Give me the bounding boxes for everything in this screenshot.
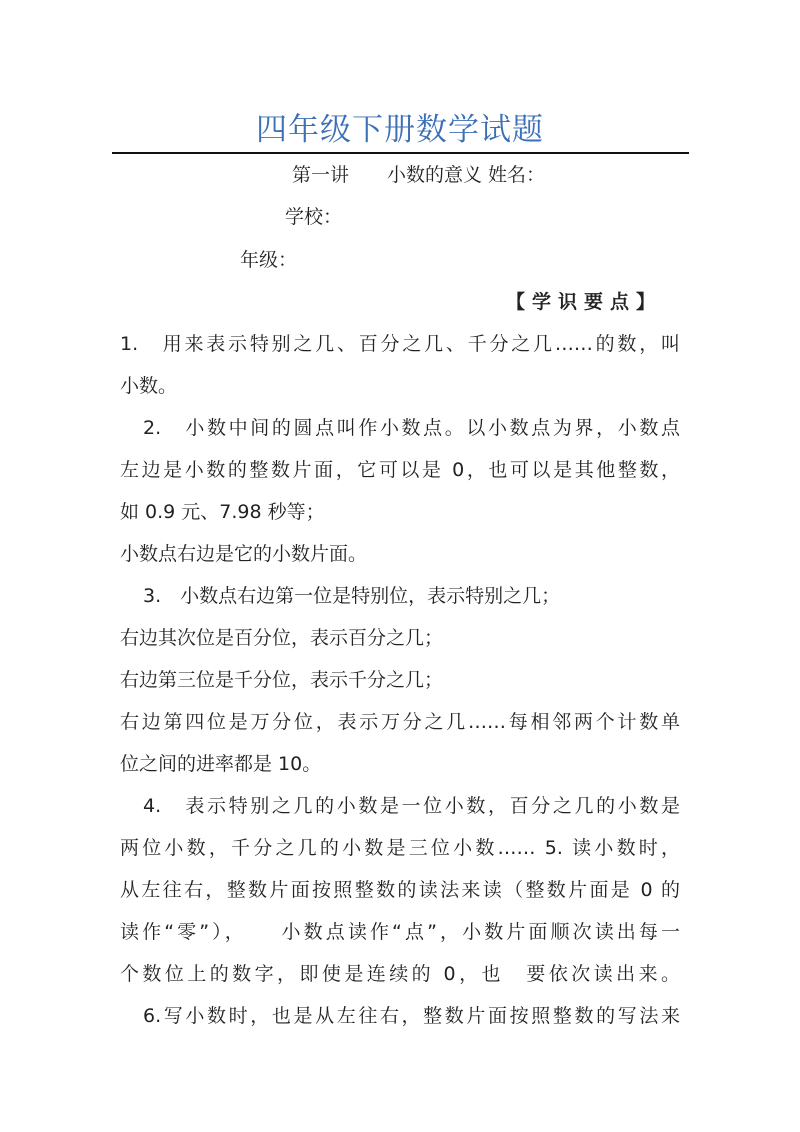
body-line: 6.写小数时，也是从左往右，整数片面按照整数的写法来: [143, 1005, 680, 1027]
body-line: 两位小数，千分之几的小数是三位小数…… 5. 读小数时，: [120, 837, 680, 859]
body-line: 位之间的进率都是 10。: [120, 753, 322, 775]
title-divider: [112, 152, 689, 154]
document-title: 四年级下册数学试题: [256, 112, 544, 148]
school-field: 学校：: [285, 206, 343, 228]
body-line: 右边其次位是百分位，表示百分之几；: [120, 627, 444, 649]
body-line: 小数。: [120, 375, 178, 397]
key-points-heading: 【学识要点】: [506, 291, 663, 313]
body-line: 个数位上的数字，即使是连续的 0，也 要依次读出来。: [120, 963, 680, 985]
lecture-name-line: 第一讲 小数的意义 姓名：: [292, 164, 546, 186]
body-line: 右边第四位是万分位，表示万分之几……每相邻两个计数单: [120, 711, 680, 733]
body-line: 从左往右，整数片面按照整数的读法来读（整数片面是 0 的: [120, 879, 680, 901]
body-line: 小数点右边是它的小数片面。: [120, 543, 368, 565]
grade-field: 年级：: [240, 249, 298, 271]
body-line: 4. 表示特别之几的小数是一位小数，百分之几的小数是: [143, 795, 680, 817]
body-line: 右边第三位是千分位，表示千分之几；: [120, 669, 444, 691]
body-line: 1. 用来表示特别之几、百分之几、千分之几……的数，叫: [120, 333, 680, 355]
body-line: 左边是小数的整数片面，它可以是 0，也可以是其他整数，: [120, 459, 680, 481]
body-line: 2. 小数中间的圆点叫作小数点。以小数点为界，小数点: [143, 417, 680, 439]
body-line: 3. 小数点右边第一位是特别位，表示特别之几；: [143, 585, 561, 607]
body-line: 如 0.9 元、7.98 秒等；: [120, 501, 325, 523]
body-line: 读作“零”）， 小数点读作“点”，小数片面顺次读出每一: [120, 921, 680, 943]
